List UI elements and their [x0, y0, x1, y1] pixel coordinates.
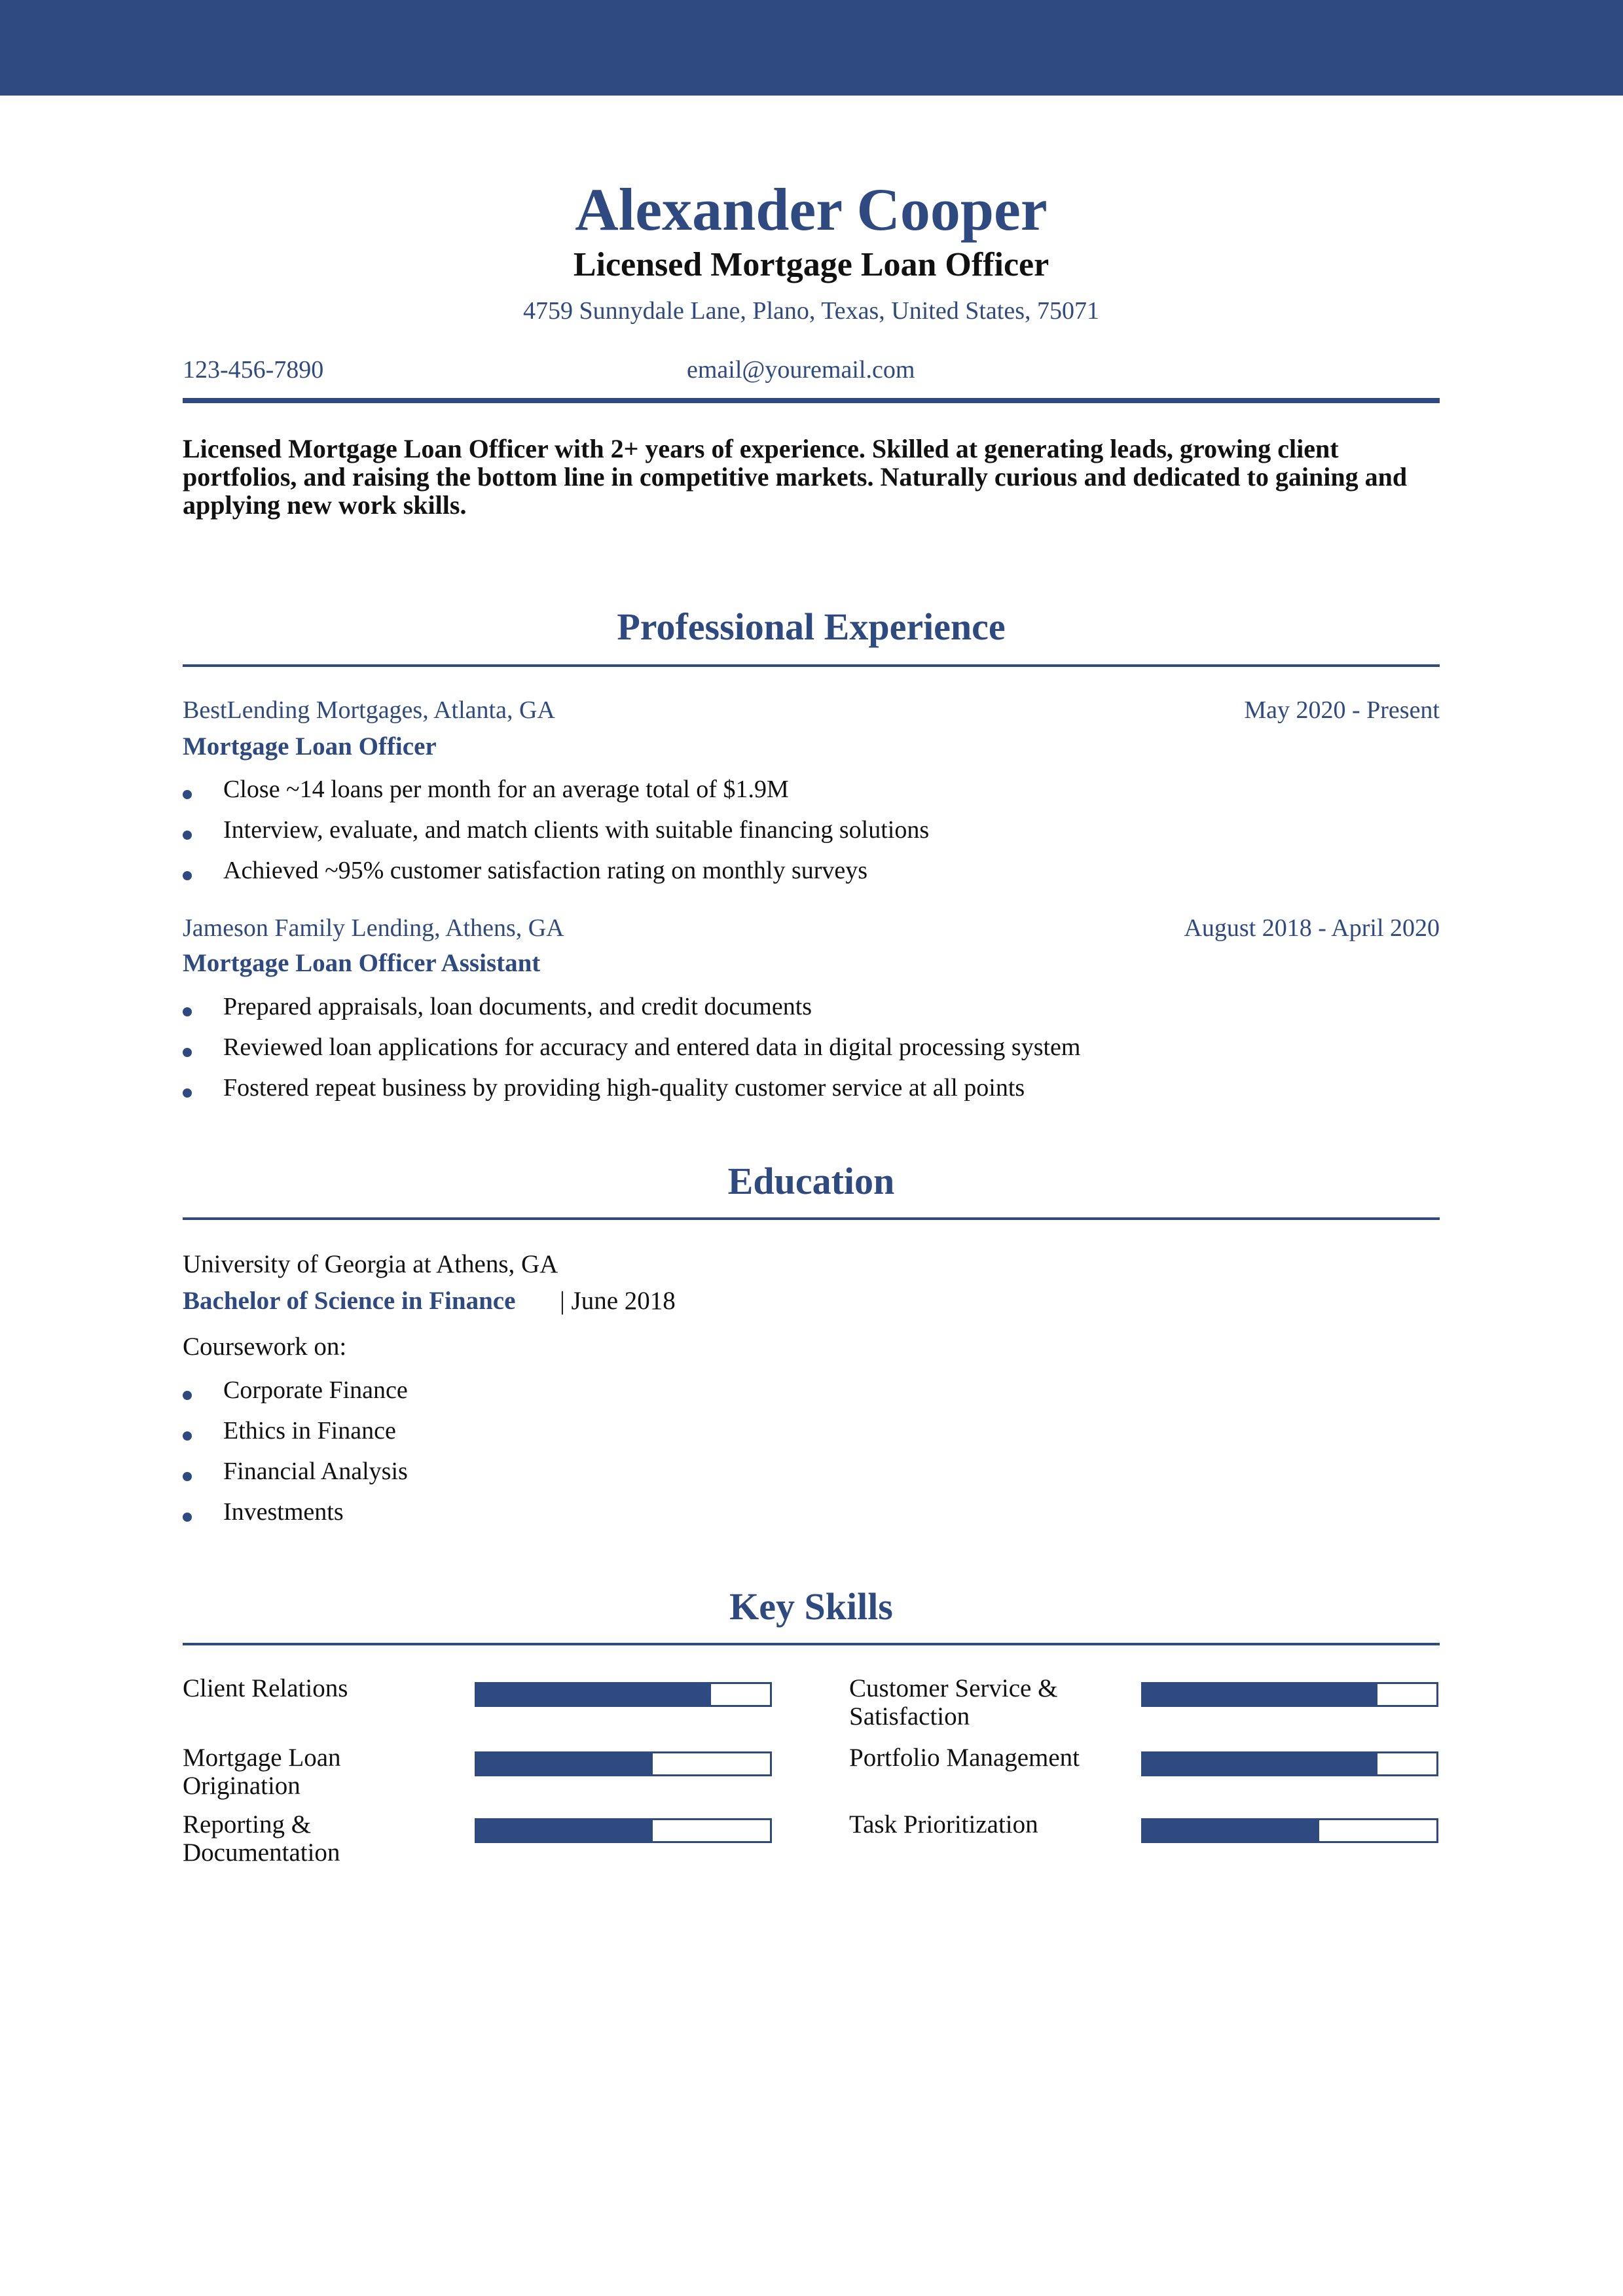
list-item: Reviewed loan applications for accuracy and entered data in digital processing system: [183, 1027, 1080, 1067]
bullet-icon: [183, 1391, 192, 1400]
experience-heading: Professional Experience: [617, 605, 1006, 648]
skill-level-bar: [475, 1751, 772, 1776]
job-bullets: [183, 986, 1080, 1108]
experience-divider: [183, 664, 1440, 667]
skill-name: Customer Service & Satisfaction: [849, 1674, 1058, 1731]
phone-number: 123-456-7890: [183, 356, 324, 384]
skill-name: Reporting & Documentation: [183, 1810, 340, 1867]
skill-level-fill: [477, 1820, 653, 1841]
skill-level-bar: [1141, 1818, 1438, 1843]
list-item: Corporate Finance: [183, 1370, 408, 1410]
header-bar: [0, 0, 1623, 96]
skill-level-bar: [475, 1682, 772, 1707]
list-item: Close ~14 loans per month for an average total of $1.9M: [183, 769, 929, 810]
job-role: Mortgage Loan Officer Assistant: [183, 949, 541, 977]
skills-divider: [183, 1643, 1440, 1645]
employment-dates: August 2018 - April 2020: [1184, 914, 1440, 942]
skill-name: Client Relations: [183, 1674, 348, 1702]
course-list: [183, 1370, 408, 1532]
bullet-icon: [183, 1007, 192, 1016]
email-address: email@youremail.com: [687, 356, 915, 384]
list-item: Prepared appraisals, loan documents, and credit documents: [183, 986, 1080, 1027]
skill-level-bar: [475, 1818, 772, 1843]
list-item: Ethics in Finance: [183, 1410, 408, 1451]
list-item: Achieved ~95% customer satisfaction rating on monthly surveys: [183, 850, 929, 891]
bullet-icon: [183, 790, 192, 799]
list-item: Interview, evaluate, and match clients with suitable financing solutions: [183, 810, 929, 850]
skill-row: [183, 1674, 811, 1733]
skill-level-fill: [477, 1684, 711, 1705]
skill-level-fill: [477, 1753, 653, 1774]
job-title: Licensed Mortgage Loan Officer: [573, 246, 1049, 283]
list-item: Fostered repeat business by providing high-quality customer service at all points: [183, 1067, 1080, 1108]
graduation-date: | June 2018: [560, 1287, 676, 1315]
bullet-icon: [183, 831, 192, 840]
bullet-icon: [183, 1472, 192, 1481]
skill-row: [183, 1810, 811, 1869]
skill-name: Portfolio Management: [849, 1744, 1080, 1772]
skill-level-fill: [1143, 1820, 1319, 1841]
address: 4759 Sunnydale Lane, Plano, Texas, United States, 75071: [522, 297, 1099, 325]
education-divider: [183, 1217, 1440, 1220]
professional-summary: Licensed Mortgage Loan Officer with 2+ years of experience. Skilled at generating leads, growing client portfolios, and raising the bottom line in competitive markets. Naturally curious and dedicated to gaining and applying new work skills.: [183, 434, 1408, 520]
skill-row: [849, 1674, 1478, 1733]
employment-dates: May 2020 - Present: [1244, 696, 1440, 724]
list-item: Investments: [183, 1492, 408, 1532]
school-name: University of Georgia at Athens, GA: [183, 1250, 558, 1278]
job-role: Mortgage Loan Officer: [183, 732, 437, 761]
employer: BestLending Mortgages, Atlanta, GA: [183, 696, 555, 724]
coursework-label: Coursework on:: [183, 1333, 347, 1361]
bullet-icon: [183, 871, 192, 880]
skill-level-bar: [1141, 1751, 1438, 1776]
bullet-icon: [183, 1048, 192, 1057]
list-item: Financial Analysis: [183, 1451, 408, 1492]
skill-level-fill: [1143, 1684, 1377, 1705]
skill-row: [849, 1744, 1478, 1803]
skill-level-fill: [1143, 1753, 1377, 1774]
skill-row: [183, 1744, 811, 1803]
degree: Bachelor of Science in Finance: [183, 1287, 516, 1315]
education-heading: Education: [727, 1160, 895, 1202]
skill-name: Task Prioritization: [849, 1810, 1038, 1839]
bullet-icon: [183, 1513, 192, 1522]
bullet-icon: [183, 1088, 192, 1098]
skills-heading: Key Skills: [729, 1585, 893, 1628]
skill-name: Mortgage Loan Origination: [183, 1744, 341, 1800]
employer: Jameson Family Lending, Athens, GA: [183, 914, 564, 942]
bullet-icon: [183, 1431, 192, 1441]
skill-level-bar: [1141, 1682, 1438, 1707]
job-bullets: [183, 769, 929, 891]
header-divider: [183, 398, 1440, 403]
skill-row: [849, 1810, 1478, 1869]
candidate-name: Alexander Cooper: [575, 176, 1048, 243]
